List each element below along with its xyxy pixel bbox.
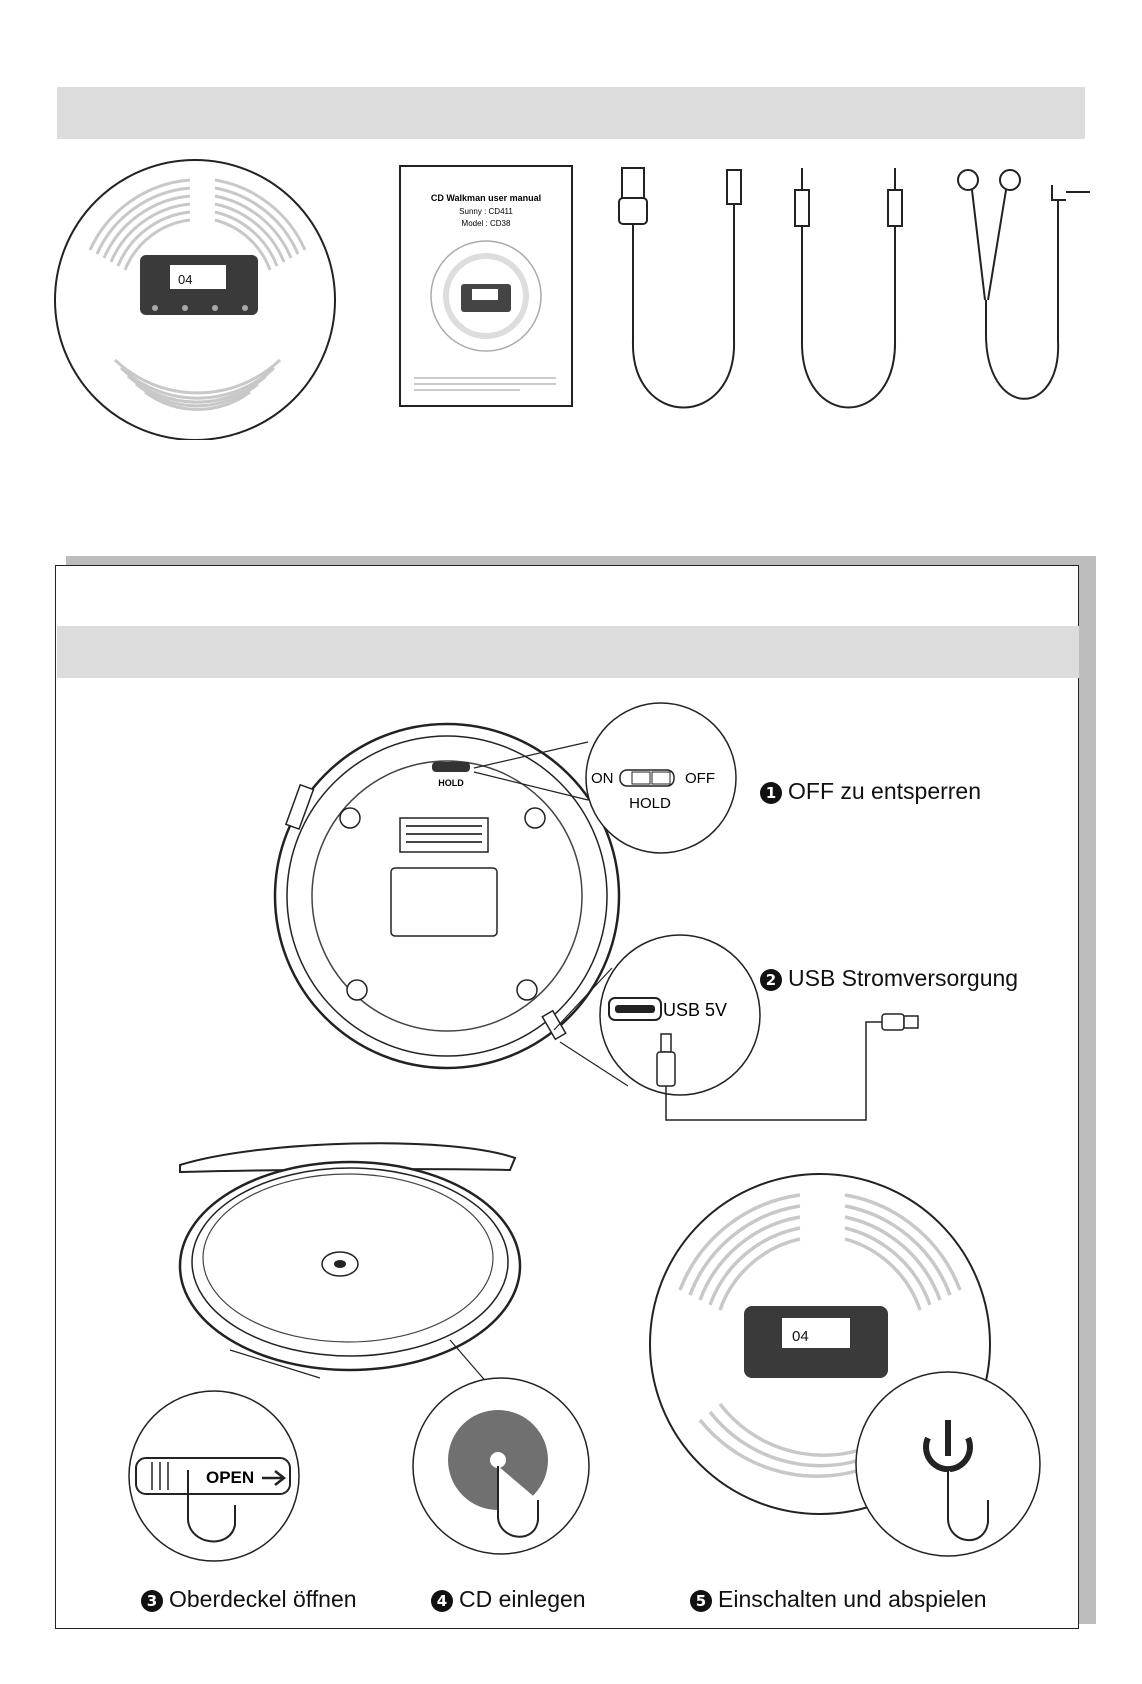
step-3-label: 3 Oberdeckel öffnen	[141, 1588, 357, 1612]
usb-port-callout	[554, 935, 918, 1120]
manual-line-3: Model : CD38	[461, 219, 511, 228]
insert-cd-callout	[413, 1340, 589, 1554]
power-button-callout	[856, 1372, 1040, 1556]
manual-title: CD Walkman user manual	[430, 193, 542, 203]
step-4-label: 4 CD einlegen	[431, 1588, 586, 1612]
display-readout: 04	[178, 272, 193, 287]
manual-line-2: Sunny : CD411	[459, 207, 513, 216]
usb-cable	[619, 168, 741, 408]
device-hold-label: HOLD	[438, 778, 464, 788]
quick-start-illustration	[55, 680, 1075, 1625]
step-5-label: 5 Einschalten und abspielen	[690, 1588, 987, 1612]
aux-cable	[795, 168, 902, 408]
display-readout-2: 04	[792, 1328, 809, 1345]
open-lid-device	[180, 1143, 520, 1370]
open-label: OPEN	[206, 1468, 255, 1487]
section-header-bar-quickstart	[57, 626, 1079, 678]
user-manual-booklet	[400, 166, 572, 406]
hold-label: HOLD	[629, 795, 671, 812]
step-1-label: 1 OFF zu entsperren	[760, 780, 981, 804]
usb-port-label: USB 5V	[663, 1000, 728, 1020]
step-2-label: 2 USB Stromversorgung	[760, 967, 1018, 991]
open-slider-callout	[129, 1350, 320, 1561]
hold-off-label: OFF	[685, 770, 715, 787]
hold-on-label: ON	[591, 770, 614, 787]
cd-player-top-view	[55, 160, 335, 440]
package-contents-illustration	[0, 140, 1142, 440]
section-header-bar-contents	[57, 87, 1085, 139]
earphones	[958, 170, 1090, 399]
